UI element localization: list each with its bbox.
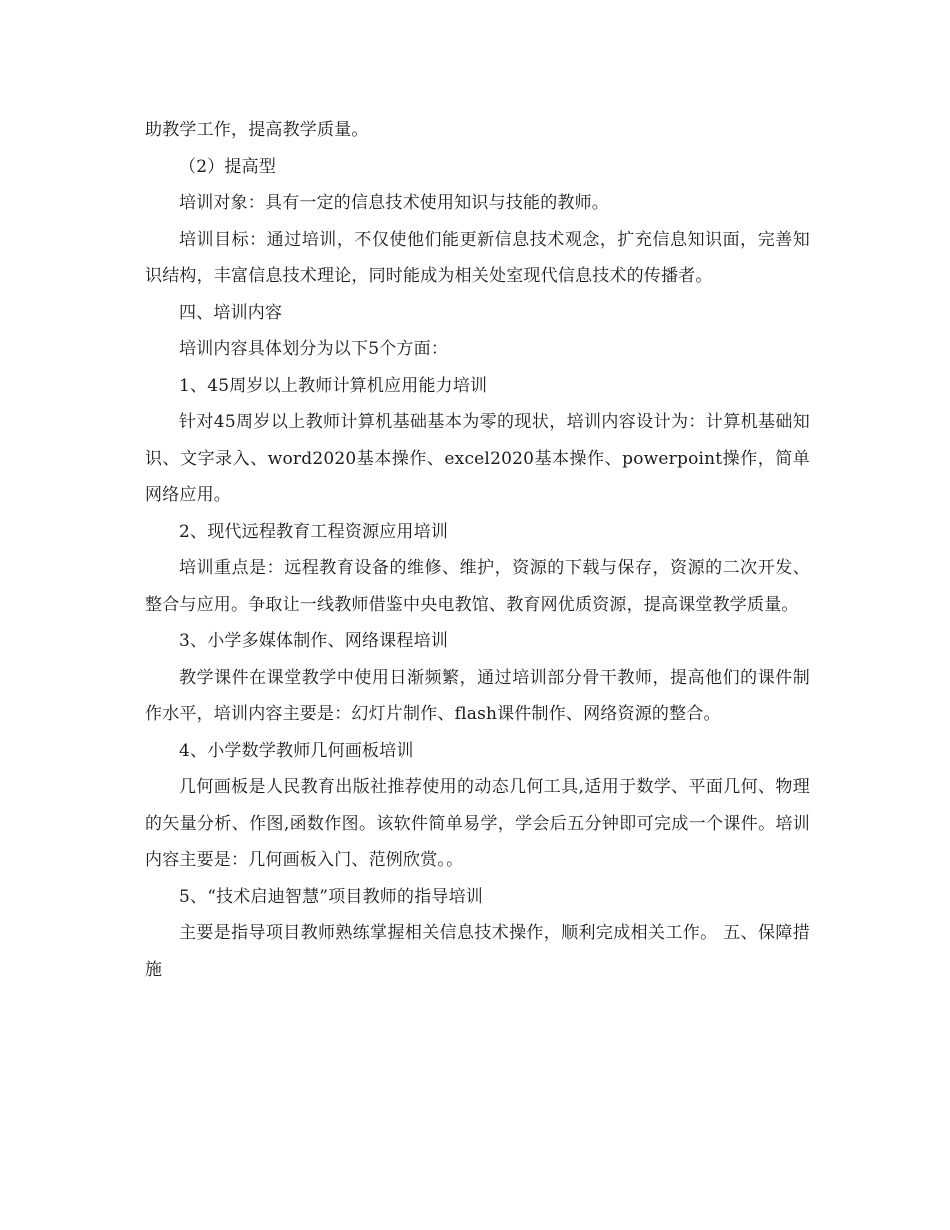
item-body-5: 主要是指导项目教师熟练掌握相关信息技术操作，顺利完成相关工作。 五、保障措施 [145,923,810,980]
paragraph-continuation: 助教学工作，提高教学质量。 [145,120,369,140]
item-heading-5: 5、“技术启迪智慧”项目教师的指导培训 [179,886,483,907]
paragraph-subheading-improved-type: （2）提高型 [179,156,277,177]
paragraph-training-goal: 培训目标：通过培训，不仅使他们能更新信息技术观念，扩充信息知识面，完善知识结构，丰富信息技术理论，同时能成为相关处室现代信息技术的传播者。 [145,229,810,286]
item-body-2: 培训重点是：远程教育设备的维修、维护，资源的下载与保存，资源的二次开发、整合与应用。争取让一线教师借鉴中央电教馆、教育网优质资源，提高课堂教学质量。 [145,558,810,615]
document-body [145,112,810,988]
section-heading-training-content: 四、培训内容 [179,302,283,323]
paragraph-content-intro: 培训内容具体划分为以下5个方面： [179,339,449,359]
item-heading-4: 4、小学数学教师几何画板培训 [179,740,414,761]
paragraph-training-target: 培训对象：具有一定的信息技术使用知识与技能的教师。 [179,193,609,213]
item-heading-1: 1、45周岁以上教师计算机应用能力培训 [179,375,488,396]
item-body-4: 几何画板是人民教育出版社推荐使用的动态几何工具,适用于数学、平面几何、物理的矢量分析、作图,函数作图。该软件简单易学，学会后五分钟即可完成一个课件。培训内容主要是：几何画板入门、范例欣赏。。 [145,777,810,870]
item-body-3: 教学课件在课堂教学中使用日渐频繁，通过培训部分骨干教师，提高他们的课件制作水平，培训内容主要是：幻灯片制作、flash课件制作、网络资源的整合。 [145,667,810,724]
item-heading-3: 3、小学多媒体制作、网络课程培训 [179,631,449,651]
item-body-1: 针对45周岁以上教师计算机基础基本为零的现状，培训内容设计为：计算机基础知识、文字录入、word2020基本操作、excel2020基本操作、powerpoint操作，简单网络应用。 [145,412,810,505]
item-heading-2: 2、现代远程教育工程资源应用培训 [179,521,449,542]
